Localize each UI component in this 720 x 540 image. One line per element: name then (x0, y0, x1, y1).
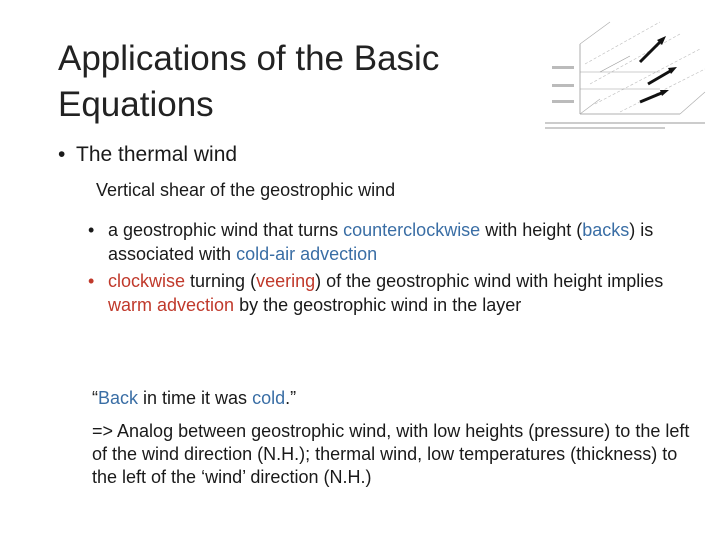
text-span: .” (285, 388, 297, 408)
bullet-dot: • (88, 220, 95, 240)
subheading: Vertical shear of the geostrophic wind (96, 180, 396, 200)
highlight-counterclockwise: counterclockwise (343, 220, 481, 240)
list-item (88, 218, 698, 266)
text-span: ) is associated with (108, 220, 654, 264)
highlight-clockwise: clockwise (108, 271, 186, 291)
text-span: a geostrophic wind that turns (108, 220, 344, 240)
text-span: “ (92, 388, 98, 408)
mnemonic-quote (92, 388, 296, 409)
list-item (88, 269, 698, 317)
highlight-veering: veering (256, 271, 316, 291)
bullet-thermal-wind (58, 143, 237, 167)
thermal-wind-figure (540, 14, 710, 134)
bullet-text: The thermal wind (76, 143, 238, 166)
text-span: in time it was (138, 388, 253, 408)
point-list (88, 218, 698, 320)
text-span: by the geostrophic wind in the layer (234, 295, 522, 315)
highlight-cold: cold (252, 388, 286, 408)
bullet-dot: • (58, 143, 66, 166)
highlight-cold-air-advection: cold-air advection (236, 244, 378, 264)
text-span: turning ( (185, 271, 257, 291)
highlight-backs: backs (582, 220, 630, 240)
text-span: with height ( (480, 220, 583, 240)
slide-title: Applications of the Basic Equations (58, 39, 440, 124)
analog-paragraph: => Analog between geostrophic wind, with low heights (pressure) to the left of the wind direction (N.H.); thermal wind, low temperatures (thickness) to the left of the ‘wind’ direction (N.H.) (92, 421, 690, 487)
thermal-wind-diagram (540, 14, 710, 134)
bullet-dot: • (88, 271, 95, 291)
text-span: ) of the geostrophic wind with height implies (315, 271, 664, 291)
highlight-back: Back (98, 388, 139, 408)
highlight-warm-advection: warm advection (108, 295, 235, 315)
